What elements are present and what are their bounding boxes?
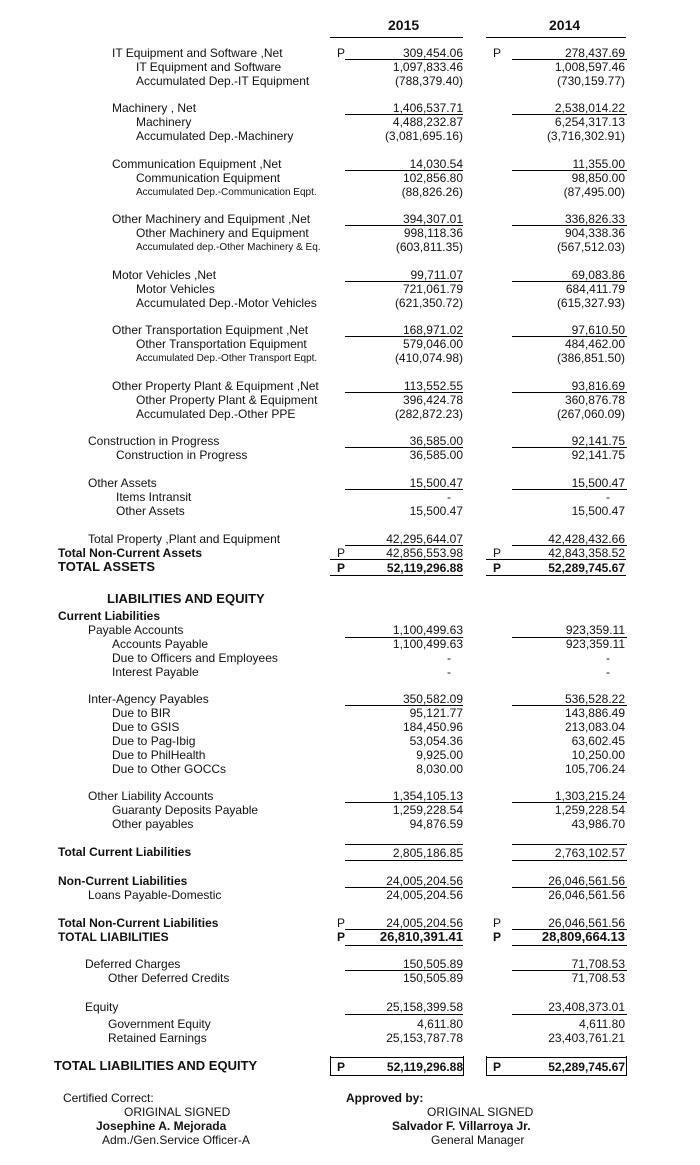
- deferred-item-2014: 71,708.53: [571, 971, 625, 985]
- ppe-item-label: Accumulated Dep.-IT Equipment: [136, 74, 310, 88]
- line-item-label: Accounts Payable: [112, 637, 209, 651]
- sig-left-title: Adm./Gen.Service Officer-A: [102, 1133, 250, 1147]
- interagency-2014: 536,528.22: [564, 692, 625, 706]
- currency-sign: P: [337, 1060, 346, 1074]
- total-current-liab-2015: 2,805,186.85: [392, 846, 463, 860]
- ppe-item-value-2014: 684,411.79: [565, 282, 625, 296]
- rule: [330, 559, 463, 560]
- total-liabilities-2014: 28,809,664.13: [541, 929, 625, 944]
- rule: [512, 844, 627, 845]
- line-item-2015: 184,450.96: [402, 720, 463, 734]
- line-item-label: Due to Pag-Ibig: [112, 734, 196, 748]
- total-noncurrent-liab-2015: 24,005,204.56: [386, 916, 463, 930]
- sig-right-name: Salvador F. Villarroya Jr.: [392, 1119, 531, 1133]
- line-item-label: Other payables: [112, 817, 194, 831]
- deferred-item-label: Other Deferred Credits: [108, 971, 230, 985]
- rule: [345, 1014, 463, 1015]
- ppe-group-value-2015: 113,552.55: [403, 379, 463, 393]
- payable-2015: 1,100,499.63: [392, 623, 463, 637]
- ppe-item-value-2014: 6,254,317.13: [554, 115, 625, 129]
- construction-item-label: Construction in Progress: [116, 448, 248, 462]
- ppe-group-title: Other Transportation Equipment ,Net: [112, 323, 309, 337]
- ppe-item-value-2014: 360,876.78: [564, 393, 625, 407]
- grand-total-label: TOTAL LIABILITIES AND EQUITY: [54, 1058, 258, 1073]
- grand-total-2015: 52,119,296.88: [386, 1060, 463, 1074]
- double-rule: [330, 1075, 463, 1076]
- currency-sign: P: [337, 916, 346, 930]
- equity-2014: 23,408,373.01: [548, 1000, 625, 1014]
- ppe-item-label: Communication Equipment: [136, 171, 281, 185]
- ppe-group-title: Other Property Plant & Equipment ,Net: [112, 379, 319, 393]
- other-assets-item-2014: 15,500.47: [571, 504, 625, 518]
- currency-sign: P: [337, 930, 346, 944]
- noncurrent-liab-2014: 26,046,561.56: [548, 874, 625, 888]
- double-rule: [486, 575, 626, 576]
- rule: [512, 860, 627, 861]
- total-assets-2014: 52,289,745.67: [548, 561, 625, 575]
- ppe-item-value-2015: 4,488,232.87: [392, 115, 463, 129]
- ppe-item-label: Accumulated Dep.-Other PPE: [136, 407, 296, 421]
- ppe-item-value-2014: (730,159.77): [556, 74, 625, 88]
- ppe-group-value-2014: 336,826.33: [564, 212, 625, 226]
- ppe-item-value-2015: (603,811.35): [395, 240, 463, 254]
- deferred-2014: 71,708.53: [571, 957, 625, 971]
- line-item-2015: 1,100,499.63: [392, 637, 463, 651]
- ppe-group-value-2014: 69,083.86: [571, 268, 625, 282]
- ppe-item-label: IT Equipment and Software: [136, 60, 282, 74]
- total-assets-label: TOTAL ASSETS: [58, 559, 156, 574]
- ppe-item-value-2015: (621,350.72): [394, 296, 463, 310]
- ppe-group-value-2014: 11,355.00: [572, 157, 625, 171]
- line-item-label: Due to GSIS: [112, 720, 180, 734]
- rule: [330, 1057, 463, 1058]
- ppe-item-label: Motor Vehicles: [136, 282, 215, 296]
- ppe-group-value-2015: 99,711.07: [410, 268, 463, 282]
- construction-value-2014: 92,141.75: [571, 434, 625, 448]
- line-item-label: Due to Other GOCCs: [112, 762, 227, 776]
- ppe-item-value-2015: 721,061.79: [402, 282, 463, 296]
- line-item-label: Guaranty Deposits Payable: [112, 803, 259, 817]
- other-assets-item-label: Items Intransit: [116, 490, 192, 504]
- line-item-2015: 95,121.77: [409, 706, 463, 720]
- currency-sign: P: [493, 561, 502, 575]
- ppe-group-value-2015: 1,406,537.71: [392, 101, 463, 115]
- currency-sign: P: [493, 546, 502, 560]
- ppe-item-value-2014: 98,850.00: [571, 171, 625, 185]
- ppe-group-value-2015: 394,307.01: [402, 212, 463, 226]
- sig-right-heading: Approved by:: [346, 1091, 424, 1105]
- ppe-item-label: Accumulated Dep.-Motor Vehicles: [136, 296, 317, 310]
- construction-title: Construction in Progress: [88, 434, 220, 448]
- line-item-2014: 10,250.00: [571, 748, 625, 762]
- other-assets-item-2015: 15,500.47: [409, 504, 463, 518]
- double-rule: [330, 575, 463, 576]
- total-current-liab-label: Total Current Liabilities: [58, 845, 192, 859]
- ppe-item-value-2014: 1,008,597.46: [554, 60, 625, 74]
- currency-sign: P: [337, 46, 346, 60]
- ppe-group-value-2014: 278,437.69: [564, 46, 625, 60]
- ppe-group-value-2015: 14,030.54: [409, 157, 463, 171]
- ppe-group-title: Machinery , Net: [112, 101, 197, 115]
- total-ppe-2014: 42,428,432.66: [548, 532, 625, 546]
- loans-payable-label: Loans Payable-Domestic: [88, 888, 222, 902]
- grand-total-2014: 52,289,745.67: [548, 1060, 625, 1074]
- currency-sign: P: [337, 561, 346, 575]
- ppe-group-value-2014: 2,538,014.22: [554, 101, 625, 115]
- rule: [345, 945, 463, 946]
- line-item-2015: 1,259,228.54: [392, 803, 463, 817]
- noncurrent-liab-2015: 24,005,204.56: [386, 874, 463, 888]
- ppe-item-value-2015: 1,097,833.46: [392, 60, 463, 74]
- currency-sign: P: [493, 1060, 502, 1074]
- line-item-2014: -: [606, 651, 610, 665]
- line-item-2014: 143,886.49: [564, 706, 625, 720]
- construction-item-2015: 36,585.00: [409, 448, 463, 462]
- line-item-2014: 923,359.11: [565, 637, 625, 651]
- total-noncurrent-liab-2014: 26,046,561.56: [548, 916, 625, 930]
- ppe-item-value-2015: (788,379.40): [394, 74, 463, 88]
- deferred-item-2015: 150,505.89: [402, 971, 463, 985]
- ppe-item-value-2014: (615,327.93): [556, 296, 625, 310]
- ppe-item-value-2015: (88,826.26): [401, 185, 463, 199]
- ppe-item-label: Accumulated Dep.-Communication Eqpt.: [136, 187, 317, 198]
- total-ppe-label: Total Property ,Plant and Equipment: [88, 532, 281, 546]
- ppe-item-value-2015: (3,081,695.16): [384, 129, 463, 143]
- total-assets-2015: 52,119,296.88: [386, 561, 463, 575]
- ppe-item-value-2015: (410,074.98): [394, 351, 463, 365]
- total-ppe-2015: 42,295,644.07: [386, 532, 463, 546]
- line-item-2014: 43,986.70: [571, 817, 625, 831]
- box-edge: [486, 1056, 487, 1076]
- other-assets-value-2015: 15,500.47: [409, 476, 463, 490]
- rule: [512, 1014, 627, 1015]
- sig-left-name: Josephine A. Mejorada: [96, 1119, 227, 1133]
- rule: [345, 844, 463, 845]
- ppe-item-value-2014: (87,495.00): [563, 185, 625, 199]
- ppe-item-label: Accumulated Dep.-Machinery: [136, 129, 294, 143]
- total-noncurrent-liab-label: Total Non-Current Liabilities: [58, 916, 219, 930]
- line-item-2015: 53,054.36: [409, 734, 463, 748]
- total-noncurrent-assets-2015: 42,856,553.98: [386, 546, 463, 560]
- interagency-title: Inter-Agency Payables: [88, 692, 209, 706]
- other-assets-item-label: Other Assets: [116, 504, 185, 518]
- ppe-item-value-2014: 904,338.36: [564, 226, 625, 240]
- equity-item-label: Government Equity: [108, 1017, 211, 1031]
- total-current-liab-2014: 2,763,102.57: [554, 846, 625, 860]
- ppe-group-value-2015: 309,454.06: [402, 46, 463, 60]
- liabilities-section-title: LIABILITIES AND EQUITY: [107, 591, 265, 606]
- equity-item-2015: 4,611.80: [417, 1017, 463, 1031]
- line-item-2014: 1,259,228.54: [554, 803, 625, 817]
- currency-sign: P: [337, 546, 346, 560]
- ppe-group-title: Other Machinery and Equipment ,Net: [112, 212, 311, 226]
- payable-2014: 923,359.11: [565, 623, 625, 637]
- loans-payable-2014: 26,046,561.56: [548, 888, 625, 902]
- line-item-2015: 9,925.00: [416, 748, 463, 762]
- ppe-item-value-2014: (3,716,302.91): [546, 129, 625, 143]
- line-item-2014: -: [606, 665, 610, 679]
- box-edge: [463, 1056, 464, 1076]
- sig-left-heading: Certified Correct:: [63, 1091, 154, 1105]
- ppe-group-value-2014: 93,816.69: [571, 379, 625, 393]
- line-item-2015: 94,876.59: [409, 817, 463, 831]
- equity-item-label: Retained Earnings: [108, 1031, 207, 1045]
- ppe-item-label: Other Machinery and Equipment: [136, 226, 309, 240]
- other-assets-item-2014: -: [606, 490, 610, 504]
- construction-item-2014: 92,141.75: [571, 448, 625, 462]
- rule: [486, 1057, 626, 1058]
- header-rule-2014: [486, 37, 626, 38]
- ppe-item-value-2014: (567,512.03): [556, 240, 625, 254]
- ppe-item-label: Other Transportation Equipment: [136, 337, 307, 351]
- line-item-2015: -: [447, 665, 451, 679]
- ppe-item-value-2015: 396,424.78: [402, 393, 463, 407]
- double-rule: [486, 1075, 626, 1076]
- deferred-2015: 150,505.89: [402, 957, 463, 971]
- currency-sign: P: [493, 930, 502, 944]
- noncurrent-liab-title: Non-Current Liabilities: [58, 874, 188, 888]
- ppe-item-value-2014: (386,851.50): [556, 351, 625, 365]
- other-assets-title: Other Assets: [88, 476, 157, 490]
- ppe-group-title: IT Equipment and Software ,Net: [112, 46, 283, 60]
- rule: [512, 945, 627, 946]
- total-liabilities-2015: 26,810,391.41: [379, 929, 463, 944]
- year-header-2015: 2015: [388, 17, 420, 33]
- line-item-2014: 63,602.45: [571, 734, 625, 748]
- box-edge: [330, 1056, 331, 1076]
- ppe-group-title: Motor Vehicles ,Net: [112, 268, 217, 282]
- construction-value-2015: 36,585.00: [409, 434, 463, 448]
- ppe-item-value-2015: 579,046.00: [402, 337, 463, 351]
- other-assets-item-2015: -: [447, 490, 451, 504]
- line-item-2015: -: [447, 651, 451, 665]
- equity-item-2015: 25,153,787.78: [386, 1031, 463, 1045]
- ppe-group-title: Communication Equipment ,Net: [112, 157, 282, 171]
- ppe-item-value-2015: (282,872.23): [394, 407, 463, 421]
- other-liab-title: Other Liability Accounts: [88, 789, 214, 803]
- ppe-item-value-2015: 998,118.36: [403, 226, 463, 240]
- equity-2015: 25,158,399.58: [386, 1000, 463, 1014]
- ppe-item-value-2014: 484,462.00: [564, 337, 625, 351]
- other-assets-value-2014: 15,500.47: [571, 476, 625, 490]
- ppe-group-value-2015: 168,971.02: [402, 323, 463, 337]
- line-item-label: Due to Officers and Employees: [112, 651, 278, 665]
- current-liabilities-title: Current Liabilities: [58, 609, 161, 623]
- ppe-item-value-2014: (267,060.09): [556, 407, 625, 421]
- equity-item-2014: 23,403,761.21: [548, 1031, 625, 1045]
- other-liab-2014: 1,303,215.24: [554, 789, 625, 803]
- ppe-item-label: Accumulated dep.-Other Machinery & Eq.: [136, 242, 321, 253]
- interagency-2015: 350,582.09: [402, 692, 463, 706]
- line-item-label: Due to PhilHealth: [112, 748, 206, 762]
- box-edge: [626, 1056, 627, 1076]
- currency-sign: P: [493, 46, 502, 60]
- line-item-label: Due to BIR: [112, 706, 171, 720]
- sig-left-note: ORIGINAL SIGNED: [124, 1105, 231, 1119]
- rule: [345, 860, 463, 861]
- deferred-title: Deferred Charges: [85, 957, 181, 971]
- loans-payable-2015: 24,005,204.56: [386, 888, 463, 902]
- currency-sign: P: [493, 916, 502, 930]
- line-item-label: Interest Payable: [112, 665, 199, 679]
- ppe-item-label: Machinery: [136, 115, 192, 129]
- ppe-item-value-2015: 102,856.80: [402, 171, 463, 185]
- equity-title: Equity: [85, 1000, 119, 1014]
- header-rule-2015: [330, 37, 463, 38]
- ppe-item-label: Accumulated Dep.-Other Transport Eqpt.: [136, 353, 318, 364]
- line-item-2014: 213,083.04: [564, 720, 625, 734]
- total-noncurrent-assets-2014: 42,843,358.52: [548, 546, 625, 560]
- total-liabilities-label: TOTAL LIABILITIES: [58, 930, 169, 944]
- equity-item-2014: 4,611.80: [579, 1017, 625, 1031]
- sig-right-title: General Manager: [431, 1133, 525, 1147]
- other-liab-2015: 1,354,105.13: [392, 789, 463, 803]
- payable-title: Payable Accounts: [88, 623, 184, 637]
- ppe-group-value-2014: 97,610.50: [571, 323, 625, 337]
- total-noncurrent-assets-label: Total Non-Current Assets: [58, 546, 203, 560]
- ppe-item-label: Other Property Plant & Equipment: [136, 393, 318, 407]
- line-item-2015: 8,030.00: [416, 762, 463, 776]
- line-item-2014: 105,706.24: [564, 762, 625, 776]
- rule: [486, 559, 626, 560]
- sig-right-note: ORIGINAL SIGNED: [427, 1105, 534, 1119]
- year-header-2014: 2014: [549, 17, 581, 33]
